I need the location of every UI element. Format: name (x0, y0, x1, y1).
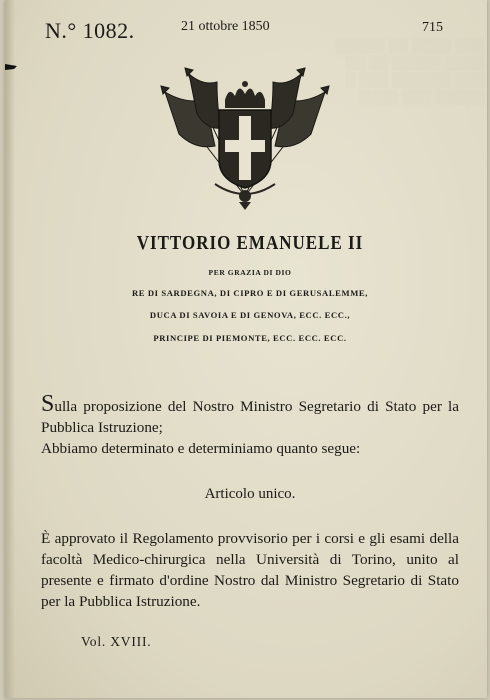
article-text: È approvato il Regolamento provvisorio per i corsi e gli esami della facoltà Medico-chirurgica nella Università di Torino, unito al presente e firmato d'ordine Nostro dal Ministro Segretario di Stato per la Pubblica Istruzione. (41, 530, 459, 610)
page-spine-shadow (5, 0, 15, 698)
decree-number: N.° 1082. (45, 18, 135, 43)
article-heading: Articolo unico. (204, 486, 296, 502)
ink-blot-mark (5, 62, 19, 72)
determination-line: Abbiamo determinato e determiniamo quanto segue: (41, 440, 361, 457)
document-page (5, 0, 487, 698)
preamble-text: ulla proposizione del Nostro Ministro Segretario di Stato per la Pubblica Istruzione; (41, 398, 459, 436)
show-through-text: ░░░ ░░░░ ░░ ░░░░░ ░░░░ ░░░░░ ░░ ░░ ░░░ ░░░░░░ ░░░ ░ ░░░░░ ░░░ ░░░░ (335, 39, 485, 105)
title-line-grace: PER GRAZIA DI DIO (208, 268, 292, 277)
page-number: 715 (422, 20, 443, 35)
drop-cap-letter: S (41, 391, 55, 417)
volume-marker: Vol. XVIII. (81, 634, 152, 649)
sovereign-name: VITTORIO EMANUELE II (136, 231, 364, 254)
savoy-coat-of-arms-icon (155, 64, 335, 212)
title-line-prince: PRINCIPE DI PIEMONTE, ECC. ECC. ECC. (153, 333, 347, 343)
decree-date: 21 ottobre 1850 (181, 19, 270, 34)
title-line-king: RE DI SARDEGNA, DI CIPRO E DI GERUSALEMME, (131, 288, 368, 298)
title-line-duke: DUCA DI SAVOIA E DI GENOVA, ECC. ECC., (149, 310, 351, 320)
preamble-paragraph (41, 391, 459, 438)
